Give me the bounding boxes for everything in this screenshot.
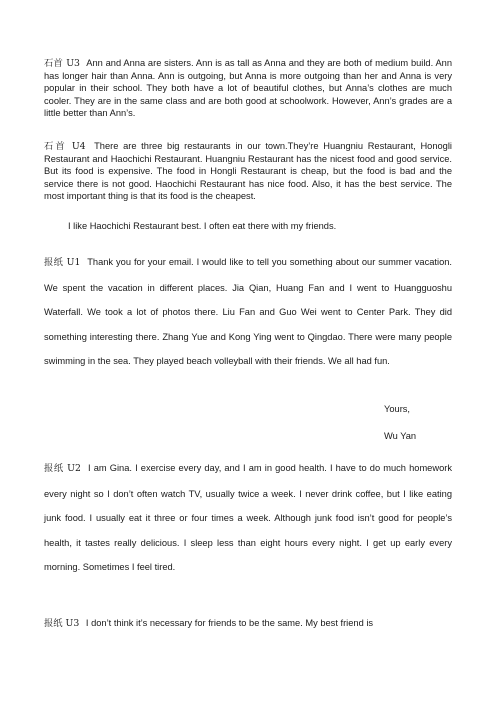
paragraph-shishou-u3	[44, 57, 452, 119]
paragraph-shishou-u4	[44, 140, 452, 202]
paragraph-text: I am Gina. I exercise every day, and I am in good health. I have to do much homework every night so I don’t often watch TV, usually twice a week. I never drink coffee, but I like eating junk food. I usually eat it three or four times a week. Although junk food isn’t good for people’s health, it tastes really delicious. I sleep less than eight hours every night. I get up early every morning. Sometimes I feel tired.	[44, 463, 452, 573]
paragraph-baozhi-u2	[44, 456, 452, 580]
paragraph-text: Ann and Anna are sisters. Ann is as tall as Anna and they are both of medium build. Ann has longer hair than Anna. Ann is outgoing, but Anna is more outgoing than her and Anna is very popular in their school. They both have a lot of beautiful clothes, but Anna’s clothes are much cooler. They are in the same class and are both good at schoolwork. However, Ann’s grades are a little better than Ann’s.	[44, 58, 452, 118]
paragraph-continuation: I like Haochichi Restaurant best. I often eat there with my friends.	[68, 221, 337, 231]
paragraph-baozhi-u1	[44, 250, 452, 374]
paragraph-baozhi-u3	[44, 611, 452, 637]
paragraph-text: There are three big restaurants in our town.They’re Huangniu Restaurant, Honogli Restaurant and Haochichi Restaurant. Huangniu Restaurant has the nicest food and good service. But its food is expensive. The food in Hongli Restaurant is cheap, but the food is bad and the service there is not good. Haochichi Restaurant has nice food. Also, it has the best service. The most important thing is that its food is the cheapest.	[44, 141, 452, 201]
paragraph-text: Thank you for your email. I would like to tell you something about our summer vacation. We spent the vacation in different places. Jia Qian, Huang Fan and I went to Huangguoshu Waterfall. We took a lot of photos there. Liu Fan and Guo Wei went to Center Park. They did something interesting there. Zhang Yue and Kong Ying went to Qingdao. There were many people swimming in the sea. They played beach volleyball with their friends. We all had fun.	[44, 257, 452, 367]
section-tag: 报纸 U1	[44, 257, 81, 268]
section-tag: 报纸 U3	[44, 618, 80, 629]
letter-closing: Yours,	[384, 404, 411, 414]
section-tag: 报纸 U2	[44, 463, 81, 474]
letter-signature: Wu Yan	[384, 431, 417, 441]
paragraph-text: I don’t think it’s necessary for friends to be the same. My best friend is	[85, 618, 374, 628]
section-tag: 石首 U3	[44, 58, 80, 69]
section-tag: 石首 U4	[44, 141, 86, 152]
